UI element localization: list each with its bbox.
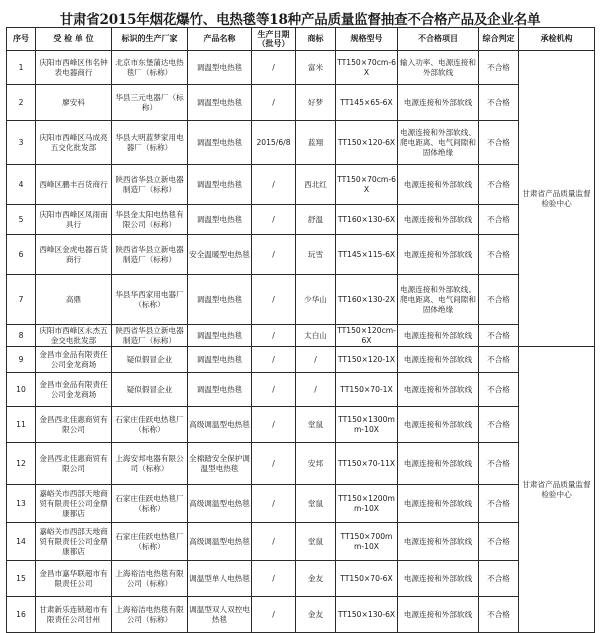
cell-spec: TT150×1300mm-10X (336, 407, 398, 443)
cell-date: / (252, 325, 296, 347)
cell-verdict: 不合格 (479, 373, 519, 407)
cell-brand: 堂鼠 (296, 485, 336, 523)
cell-product: 调温型双人双控电热毯 (188, 597, 252, 633)
cell-verdict: 不合格 (479, 523, 519, 561)
cell-verdict: 不合格 (479, 347, 519, 373)
cell-no: 12 (7, 443, 36, 485)
table-row (7, 523, 595, 561)
table-row (7, 121, 595, 165)
cell-brand: 金友 (296, 561, 336, 597)
cell-verdict: 不合格 (479, 597, 519, 633)
cell-brand: 好梦 (296, 85, 336, 121)
cell-spec: TT150×130-6X (336, 597, 398, 633)
cell-unit: 廖安科 (36, 85, 112, 121)
cell-maker: 石家庄佳跃电热毯厂（标称） (112, 407, 188, 443)
cell-verdict: 不合格 (479, 85, 519, 121)
cell-brand: / (296, 373, 336, 407)
cell-product: 高级调温型电热毯 (188, 485, 252, 523)
cell-maker: 上海安邦电器有限公司（标称） (112, 443, 188, 485)
cell-spec: TT150×70-6X (336, 561, 398, 597)
cell-unit: 庆阳市西峰区永杰五金交电批发部 (36, 325, 112, 347)
cell-maker: 疑似假冒企业 (112, 373, 188, 407)
cell-items: 电源连接和外部软线 (398, 235, 479, 275)
cell-date: / (252, 347, 296, 373)
cell-maker: 陕西省华县立新电器制造厂（标称） (112, 325, 188, 347)
table-row (7, 85, 595, 121)
cell-agency: 甘肃省产品质量监督检验中心 (519, 347, 595, 633)
cell-product: 调温型电热毯 (188, 121, 252, 165)
cell-items: 电源连接和外部软线 (398, 205, 479, 235)
cell-date: / (252, 275, 296, 325)
cell-brand: 太白山 (296, 325, 336, 347)
cell-no: 9 (7, 347, 36, 373)
cell-product: 高级调温型电热毯 (188, 407, 252, 443)
cell-maker: 石家庄佳跃电热毯厂（标称） (112, 485, 188, 523)
cell-brand: 少华山 (296, 275, 336, 325)
cell-unit: 高鼎 (36, 275, 112, 325)
cell-date: 2015/6/8 (252, 121, 296, 165)
cell-spec: TT150×1200mm-10X (336, 485, 398, 523)
cell-items: 电源连接和外部软线 (398, 407, 479, 443)
cell-no: 3 (7, 121, 36, 165)
cell-product: 调温型电热毯 (188, 205, 252, 235)
cell-product: 调温型电热毯 (188, 325, 252, 347)
cell-items: 电源连接和外部软线 (398, 373, 479, 407)
cell-date: / (252, 597, 296, 633)
table-row (7, 407, 595, 443)
cell-maker: 上海裕洁电热毯有限公司（标称） (112, 597, 188, 633)
cell-verdict: 不合格 (479, 51, 519, 85)
cell-items: 电源连接和外部软线 (398, 523, 479, 561)
cell-maker: 陕西省华县立新电器制造厂（标称） (112, 235, 188, 275)
cell-date: / (252, 523, 296, 561)
cell-brand: 堂鼠 (296, 523, 336, 561)
cell-no: 7 (7, 275, 36, 325)
header-items: 不合格项目 (398, 28, 479, 51)
cell-maker: 华县金太阳电热毯有限公司（标称） (112, 205, 188, 235)
cell-verdict: 不合格 (479, 121, 519, 165)
cell-maker: 华县华西家用电器厂（标称） (112, 275, 188, 325)
cell-unit: 嘉峪关市西部天地商贸有限责任公司金鼎康都店 (36, 523, 112, 561)
cell-verdict: 不合格 (479, 275, 519, 325)
header-maker: 标识的生产厂家 (112, 28, 188, 51)
cell-items: 电源连接和外部软线、爬电距离、电气间隙和固体绝缘 (398, 121, 479, 165)
cell-no: 15 (7, 561, 36, 597)
cell-items: 电源连接和外部软线 (398, 85, 479, 121)
nonconforming-products-table (6, 27, 595, 633)
cell-items: 电源连接和外部软线 (398, 165, 479, 205)
cell-unit: 西峰区鹏丰百货商行 (36, 165, 112, 205)
header-no: 序号 (7, 28, 36, 51)
header-agency: 承检机构 (519, 28, 595, 51)
cell-no: 4 (7, 165, 36, 205)
cell-verdict: 不合格 (479, 235, 519, 275)
table-row (7, 165, 595, 205)
cell-items: 电源连接和外部软线 (398, 325, 479, 347)
table-row (7, 325, 595, 347)
cell-spec: TT150×120-1X (336, 347, 398, 373)
header-row (7, 28, 595, 51)
cell-no: 14 (7, 523, 36, 561)
cell-product: 调温型电热毯 (188, 85, 252, 121)
cell-unit: 金昌市金品有限责任公司金龙商场 (36, 347, 112, 373)
header-unit: 受 检 单 位 (36, 28, 112, 51)
cell-product: 调温型电热毯 (188, 51, 252, 85)
cell-brand: 金友 (296, 597, 336, 633)
cell-date: / (252, 443, 296, 485)
cell-product: 调温型电热毯 (188, 373, 252, 407)
cell-brand: 西北红 (296, 165, 336, 205)
cell-no: 10 (7, 373, 36, 407)
table-row (7, 485, 595, 523)
cell-maker: 华县大明蓝梦家用电器厂（标称） (112, 121, 188, 165)
cell-date: / (252, 407, 296, 443)
cell-no: 13 (7, 485, 36, 523)
cell-verdict: 不合格 (479, 325, 519, 347)
cell-brand: 舒温 (296, 205, 336, 235)
header-date: 生产日期（批号） (252, 28, 296, 51)
table-row (7, 205, 595, 235)
cell-spec: TT150×70-11X (336, 443, 398, 485)
header-product: 产品名称 (188, 28, 252, 51)
cell-items: 电源连接和外部软线 (398, 347, 479, 373)
cell-product: 调温型电热毯 (188, 275, 252, 325)
cell-spec: TT145×115-6X (336, 235, 398, 275)
cell-date: / (252, 51, 296, 85)
cell-no: 11 (7, 407, 36, 443)
table-row (7, 275, 595, 325)
cell-spec: TT150×70cm-6X (336, 165, 398, 205)
table-row (7, 561, 595, 597)
cell-date: / (252, 485, 296, 523)
cell-unit: 金昌西北佳惠商贸有限公司 (36, 443, 112, 485)
table-row (7, 597, 595, 633)
cell-items: 电源连接和外部软线 (398, 485, 479, 523)
cell-unit: 金昌市金品有限责任公司金龙商场 (36, 373, 112, 407)
document-title: 甘肃省2015年烟花爆竹、电热毯等18种产品质量监督抽查不合格产品及企业名单 (59, 12, 541, 28)
cell-product: 高级调温型电热毯 (188, 523, 252, 561)
cell-maker: 石家庄佳跃电热毯厂（标称） (112, 523, 188, 561)
cell-no: 8 (7, 325, 36, 347)
cell-maker: 北京市东堡蒲达电热毯厂（标称） (112, 51, 188, 85)
cell-brand: / (296, 347, 336, 373)
cell-spec: TT150×70-1X (336, 373, 398, 407)
cell-date: / (252, 205, 296, 235)
cell-product: 安全温暖型电热毯 (188, 235, 252, 275)
cell-unit: 金昌西北佳惠商贸有限公司 (36, 407, 112, 443)
header-verdict: 综合判定 (479, 28, 519, 51)
cell-date: / (252, 85, 296, 121)
cell-unit: 庆阳市西峰区凤雨南具行 (36, 205, 112, 235)
table-row (7, 347, 595, 373)
cell-items: 电源连接和外部软线 (398, 561, 479, 597)
cell-spec: TT150×120-6X (336, 121, 398, 165)
cell-product: 调温型电热毯 (188, 347, 252, 373)
cell-spec: TT150×70cm-6X (336, 51, 398, 85)
cell-date: / (252, 561, 296, 597)
cell-items: 输入功率、电源连接和外部软线 (398, 51, 479, 85)
cell-product: 调温型电热毯 (188, 165, 252, 205)
cell-brand: 富米 (296, 51, 336, 85)
cell-spec: TT160×130-6X (336, 205, 398, 235)
cell-verdict: 不合格 (479, 485, 519, 523)
cell-agency: 甘肃省产品质量监督检验中心 (519, 51, 595, 347)
cell-maker: 上海裕洁电热毯有限公司（标称） (112, 561, 188, 597)
cell-maker: 陕西省华县立新电器制造厂（标称） (112, 165, 188, 205)
cell-no: 16 (7, 597, 36, 633)
cell-brand: 蓝翔 (296, 121, 336, 165)
header-spec: 规格型号 (336, 28, 398, 51)
cell-unit: 甘肃新乐连锁超市有限责任公司甘州 (36, 597, 112, 633)
cell-verdict: 不合格 (479, 205, 519, 235)
cell-maker: 华县三元电器厂（标称） (112, 85, 188, 121)
cell-items: 电源连接和外部软线、爬电距离、电气间隙和固体绝缘 (398, 275, 479, 325)
cell-spec: TT160×130-2X (336, 275, 398, 325)
cell-verdict: 不合格 (479, 165, 519, 205)
header-brand: 商标 (296, 28, 336, 51)
cell-no: 2 (7, 85, 36, 121)
cell-brand: 安邦 (296, 443, 336, 485)
cell-spec: TT145×65-6X (336, 85, 398, 121)
cell-unit: 嘉峪关市西部天地商贸有限责任公司金鼎康都店 (36, 485, 112, 523)
cell-brand: 玩雪 (296, 235, 336, 275)
cell-no: 5 (7, 205, 36, 235)
cell-no: 1 (7, 51, 36, 85)
cell-no: 6 (7, 235, 36, 275)
cell-date: / (252, 165, 296, 205)
cell-maker: 疑似假冒企业 (112, 347, 188, 373)
cell-spec: TT150×120cm-6X (337, 325, 396, 345)
cell-unit: 西峰区金虎电器百货商行 (36, 235, 112, 275)
cell-product: 调温型单人电热毯 (188, 561, 252, 597)
cell-date: / (252, 373, 296, 407)
cell-verdict: 不合格 (479, 443, 519, 485)
cell-verdict: 不合格 (479, 561, 519, 597)
table-row (7, 235, 595, 275)
table-row (7, 443, 595, 485)
cell-product: 全棉踏安全保护调温型电热毯 (188, 443, 252, 485)
cell-unit: 庆阳市西峰区伟名钟表电器商行 (36, 51, 112, 85)
table-row (7, 373, 595, 407)
cell-items: 电源连接和外部软线 (398, 597, 479, 633)
cell-unit: 金昌市嘉华联超市有限责任公司 (36, 561, 112, 597)
cell-brand: 堂鼠 (296, 407, 336, 443)
cell-unit: 庆阳市西峰区马成亮五交化批发部 (36, 121, 112, 165)
cell-date: / (252, 235, 296, 275)
cell-verdict: 不合格 (479, 407, 519, 443)
cell-items: 电源连接和外部软线 (398, 443, 479, 485)
table-row (7, 51, 595, 85)
cell-spec: TT150×700mm-10X (336, 523, 398, 561)
